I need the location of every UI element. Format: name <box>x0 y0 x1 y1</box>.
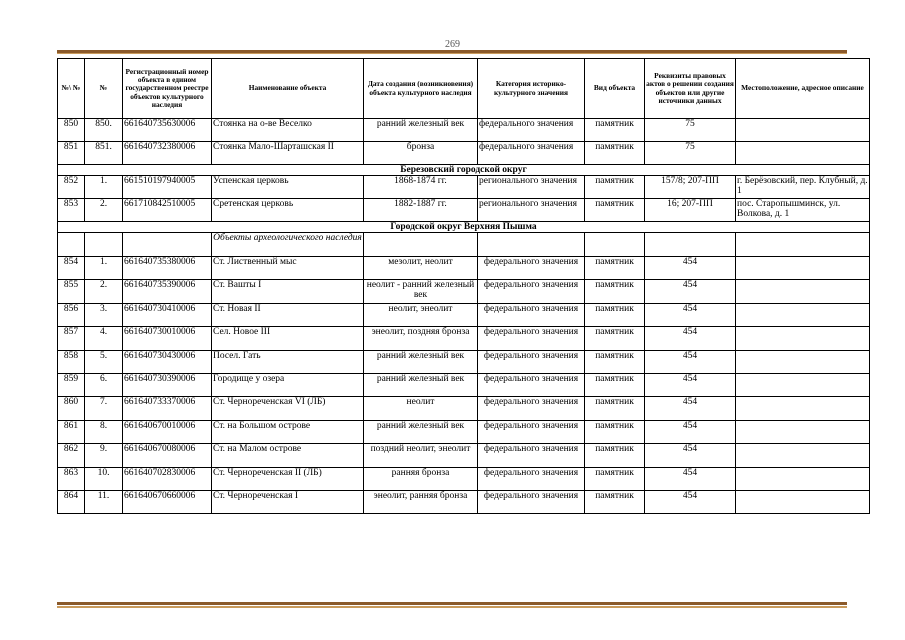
header-cell-name: Наименование объекта <box>212 59 364 119</box>
section-title: Березовский городской округ <box>58 165 870 176</box>
header-cell-kind: Вид объекта <box>585 59 645 119</box>
group1-rows <box>58 119 870 165</box>
cell-registration-number: 661640670660006 <box>123 490 212 513</box>
cell-object-name: Городище у озера <box>212 373 364 396</box>
cell-category: федерального значения <box>478 490 585 513</box>
cell-legal-acts: 454 <box>645 350 736 373</box>
cell-category: федерального значения <box>478 303 585 326</box>
cell-index: 850. <box>85 119 123 142</box>
header-cell-reg: Регистрационный номер объекта в едином государственном реестре объектов культурного наследия <box>123 59 212 119</box>
table-cell <box>736 233 870 257</box>
cell-location <box>736 467 870 490</box>
cell-creation-date: неолит <box>364 397 478 420</box>
cell-number: 857 <box>58 327 85 350</box>
cell-object-kind: памятник <box>585 199 645 222</box>
cell-creation-date: бронза <box>364 142 478 165</box>
header-row <box>58 59 870 119</box>
table-cell <box>85 233 123 257</box>
cell-registration-number: 661510197940005 <box>123 176 212 199</box>
cell-location <box>736 119 870 142</box>
cell-number: 864 <box>58 490 85 513</box>
cell-location <box>736 280 870 303</box>
table-row <box>58 280 870 303</box>
cell-object-kind: памятник <box>585 303 645 326</box>
cell-object-name: Сретенская церковь <box>212 199 364 222</box>
cell-location <box>736 397 870 420</box>
table-row <box>58 199 870 222</box>
cell-index: 5. <box>85 350 123 373</box>
cell-category: федерального значения <box>478 350 585 373</box>
cell-location <box>736 303 870 326</box>
cell-category: федерального значения <box>478 327 585 350</box>
table-row <box>58 420 870 443</box>
cell-legal-acts: 454 <box>645 444 736 467</box>
cell-legal-acts: 454 <box>645 303 736 326</box>
cell-creation-date: мезолит, неолит <box>364 257 478 280</box>
cell-registration-number: 661640730010006 <box>123 327 212 350</box>
table-row <box>58 142 870 165</box>
cell-registration-number: 661710842510005 <box>123 199 212 222</box>
cell-location: пос. Старопышминск, ул. Волкова, д. 1 <box>736 199 870 222</box>
cell-creation-date: 1882-1887 гг. <box>364 199 478 222</box>
cell-location <box>736 444 870 467</box>
cell-index: 6. <box>85 373 123 396</box>
cell-legal-acts: 454 <box>645 397 736 420</box>
section-row <box>58 165 870 176</box>
cell-object-kind: памятник <box>585 350 645 373</box>
cell-index: 9. <box>85 444 123 467</box>
cell-object-kind: памятник <box>585 490 645 513</box>
subsection-row <box>58 233 870 257</box>
table-row <box>58 176 870 199</box>
section-pyshma <box>58 222 870 257</box>
cell-object-kind: памятник <box>585 444 645 467</box>
table-row <box>58 444 870 467</box>
table-cell <box>364 233 478 257</box>
cell-number: 854 <box>58 257 85 280</box>
cell-location <box>736 490 870 513</box>
cell-object-kind: памятник <box>585 257 645 280</box>
cell-object-name: Ст. Новая II <box>212 303 364 326</box>
group2-rows <box>58 176 870 222</box>
cell-creation-date: ранний железный век <box>364 350 478 373</box>
cell-category: федерального значения <box>478 142 585 165</box>
cell-category: федерального значения <box>478 467 585 490</box>
cell-index: 11. <box>85 490 123 513</box>
cell-registration-number: 661640735390006 <box>123 280 212 303</box>
cell-index: 3. <box>85 303 123 326</box>
cell-number: 861 <box>58 420 85 443</box>
header-cell-category: Категория историко-культурного значения <box>478 59 585 119</box>
cell-registration-number: 661640670010006 <box>123 420 212 443</box>
table-cell <box>58 233 85 257</box>
cell-legal-acts: 157/8; 207-ПП <box>645 176 736 199</box>
header-cell-date: Дата создания (возникновения) объекта культурного наследия <box>364 59 478 119</box>
table-row <box>58 303 870 326</box>
cell-location <box>736 350 870 373</box>
cell-object-kind: памятник <box>585 142 645 165</box>
cell-object-name: Ст. Чернореченская I <box>212 490 364 513</box>
cell-legal-acts: 454 <box>645 490 736 513</box>
cell-creation-date: энеолит, поздняя бронза <box>364 327 478 350</box>
cell-number: 850 <box>58 119 85 142</box>
cell-object-name: Ст. на Малом острове <box>212 444 364 467</box>
cell-creation-date: поздний неолит, энеолит <box>364 444 478 467</box>
header-cell-acts: Реквизиты правовых актов о решении создания объектов или другие источники данных <box>645 59 736 119</box>
cell-location: г. Берёзовский, пер. Клубный, д. 1 <box>736 176 870 199</box>
cell-creation-date: неолит, энеолит <box>364 303 478 326</box>
cell-category: федерального значения <box>478 420 585 443</box>
cell-object-name: Ст. Чернореченская II (ЛБ) <box>212 467 364 490</box>
cell-number: 863 <box>58 467 85 490</box>
header-cell-location: Местоположение, адресное описание <box>736 59 870 119</box>
bottom-rule <box>57 602 847 608</box>
cell-object-name: Ст. на Большом острове <box>212 420 364 443</box>
top-rule <box>57 50 847 54</box>
table-cell <box>585 233 645 257</box>
cell-registration-number: 661640733370006 <box>123 397 212 420</box>
header-cell-num: №\ № <box>58 59 85 119</box>
cell-registration-number: 661640735630006 <box>123 119 212 142</box>
cell-location <box>736 420 870 443</box>
cell-object-kind: памятник <box>585 119 645 142</box>
cell-creation-date: 1868-1874 гг. <box>364 176 478 199</box>
cell-number: 860 <box>58 397 85 420</box>
cell-number: 856 <box>58 303 85 326</box>
table-row <box>58 327 870 350</box>
cell-creation-date: энеолит, ранняя бронза <box>364 490 478 513</box>
cell-object-kind: памятник <box>585 420 645 443</box>
cell-index: 1. <box>85 257 123 280</box>
cell-object-name: Стоянка на о-ве Веселко <box>212 119 364 142</box>
subsection-title: Объекты археологического наследия <box>212 233 364 257</box>
cell-number: 853 <box>58 199 85 222</box>
cell-number: 858 <box>58 350 85 373</box>
cell-object-name: Стоянка Мало-Шарташская II <box>212 142 364 165</box>
cell-object-name: Сел. Новое III <box>212 327 364 350</box>
table-row <box>58 119 870 142</box>
cell-category: федерального значения <box>478 373 585 396</box>
page-number: 269 <box>445 39 460 50</box>
cell-registration-number: 661640730430006 <box>123 350 212 373</box>
cell-registration-number: 661640730410006 <box>123 303 212 326</box>
cell-index: 8. <box>85 420 123 443</box>
cell-number: 851 <box>58 142 85 165</box>
cell-number: 862 <box>58 444 85 467</box>
cell-registration-number: 661640730390006 <box>123 373 212 396</box>
cell-legal-acts: 454 <box>645 327 736 350</box>
cell-number: 855 <box>58 280 85 303</box>
table-row <box>58 490 870 513</box>
table-cell <box>645 233 736 257</box>
cell-legal-acts: 454 <box>645 373 736 396</box>
cell-category: федерального значения <box>478 119 585 142</box>
cell-registration-number: 661640735380006 <box>123 257 212 280</box>
cell-number: 859 <box>58 373 85 396</box>
cell-object-name: Успенская церковь <box>212 176 364 199</box>
group3-rows <box>58 257 870 514</box>
cell-legal-acts: 454 <box>645 257 736 280</box>
cell-legal-acts: 454 <box>645 420 736 443</box>
table-cell <box>123 233 212 257</box>
cell-creation-date: ранний железный век <box>364 420 478 443</box>
cell-location <box>736 327 870 350</box>
cell-object-kind: памятник <box>585 280 645 303</box>
cell-legal-acts: 16; 207-ПП <box>645 199 736 222</box>
cell-legal-acts: 454 <box>645 280 736 303</box>
cell-category: федерального значения <box>478 257 585 280</box>
cell-index: 4. <box>85 327 123 350</box>
cell-index: 2. <box>85 280 123 303</box>
cell-creation-date: неолит - ранний железный век <box>364 280 478 303</box>
cell-index: 1. <box>85 176 123 199</box>
cell-category: регионального значения <box>478 199 585 222</box>
table-row <box>58 257 870 280</box>
cell-object-kind: памятник <box>585 467 645 490</box>
cell-object-kind: памятник <box>585 327 645 350</box>
cell-location <box>736 142 870 165</box>
cell-category: федерального значения <box>478 397 585 420</box>
header-cell-idx: № <box>85 59 123 119</box>
cell-category: федерального значения <box>478 280 585 303</box>
cell-object-kind: памятник <box>585 397 645 420</box>
cell-index: 851. <box>85 142 123 165</box>
table-row <box>58 350 870 373</box>
cell-creation-date: ранний железный век <box>364 373 478 396</box>
cell-location <box>736 373 870 396</box>
cell-index: 7. <box>85 397 123 420</box>
cell-registration-number: 661640670080006 <box>123 444 212 467</box>
section-row <box>58 222 870 233</box>
cell-creation-date: ранний железный век <box>364 119 478 142</box>
table-row <box>58 397 870 420</box>
cell-category: федерального значения <box>478 444 585 467</box>
heritage-registry-table <box>57 58 870 514</box>
cell-object-kind: памятник <box>585 176 645 199</box>
cell-creation-date: ранняя бронза <box>364 467 478 490</box>
cell-number: 852 <box>58 176 85 199</box>
section-title: Городской округ Верхняя Пышма <box>58 222 870 233</box>
cell-index: 2. <box>85 199 123 222</box>
cell-object-name: Посел. Гать <box>212 350 364 373</box>
table-cell <box>478 233 585 257</box>
cell-location <box>736 257 870 280</box>
cell-object-name: Ст. Вашты I <box>212 280 364 303</box>
cell-registration-number: 661640732380006 <box>123 142 212 165</box>
cell-registration-number: 661640702830006 <box>123 467 212 490</box>
table-row <box>58 467 870 490</box>
cell-legal-acts: 75 <box>645 142 736 165</box>
section-berezovsky <box>58 165 870 176</box>
cell-object-name: Ст. Чернореченская VI (ЛБ) <box>212 397 364 420</box>
cell-legal-acts: 454 <box>645 467 736 490</box>
table-row <box>58 373 870 396</box>
cell-index: 10. <box>85 467 123 490</box>
cell-category: регионального значения <box>478 176 585 199</box>
cell-object-kind: памятник <box>585 373 645 396</box>
cell-legal-acts: 75 <box>645 119 736 142</box>
cell-object-name: Ст. Лиственный мыс <box>212 257 364 280</box>
